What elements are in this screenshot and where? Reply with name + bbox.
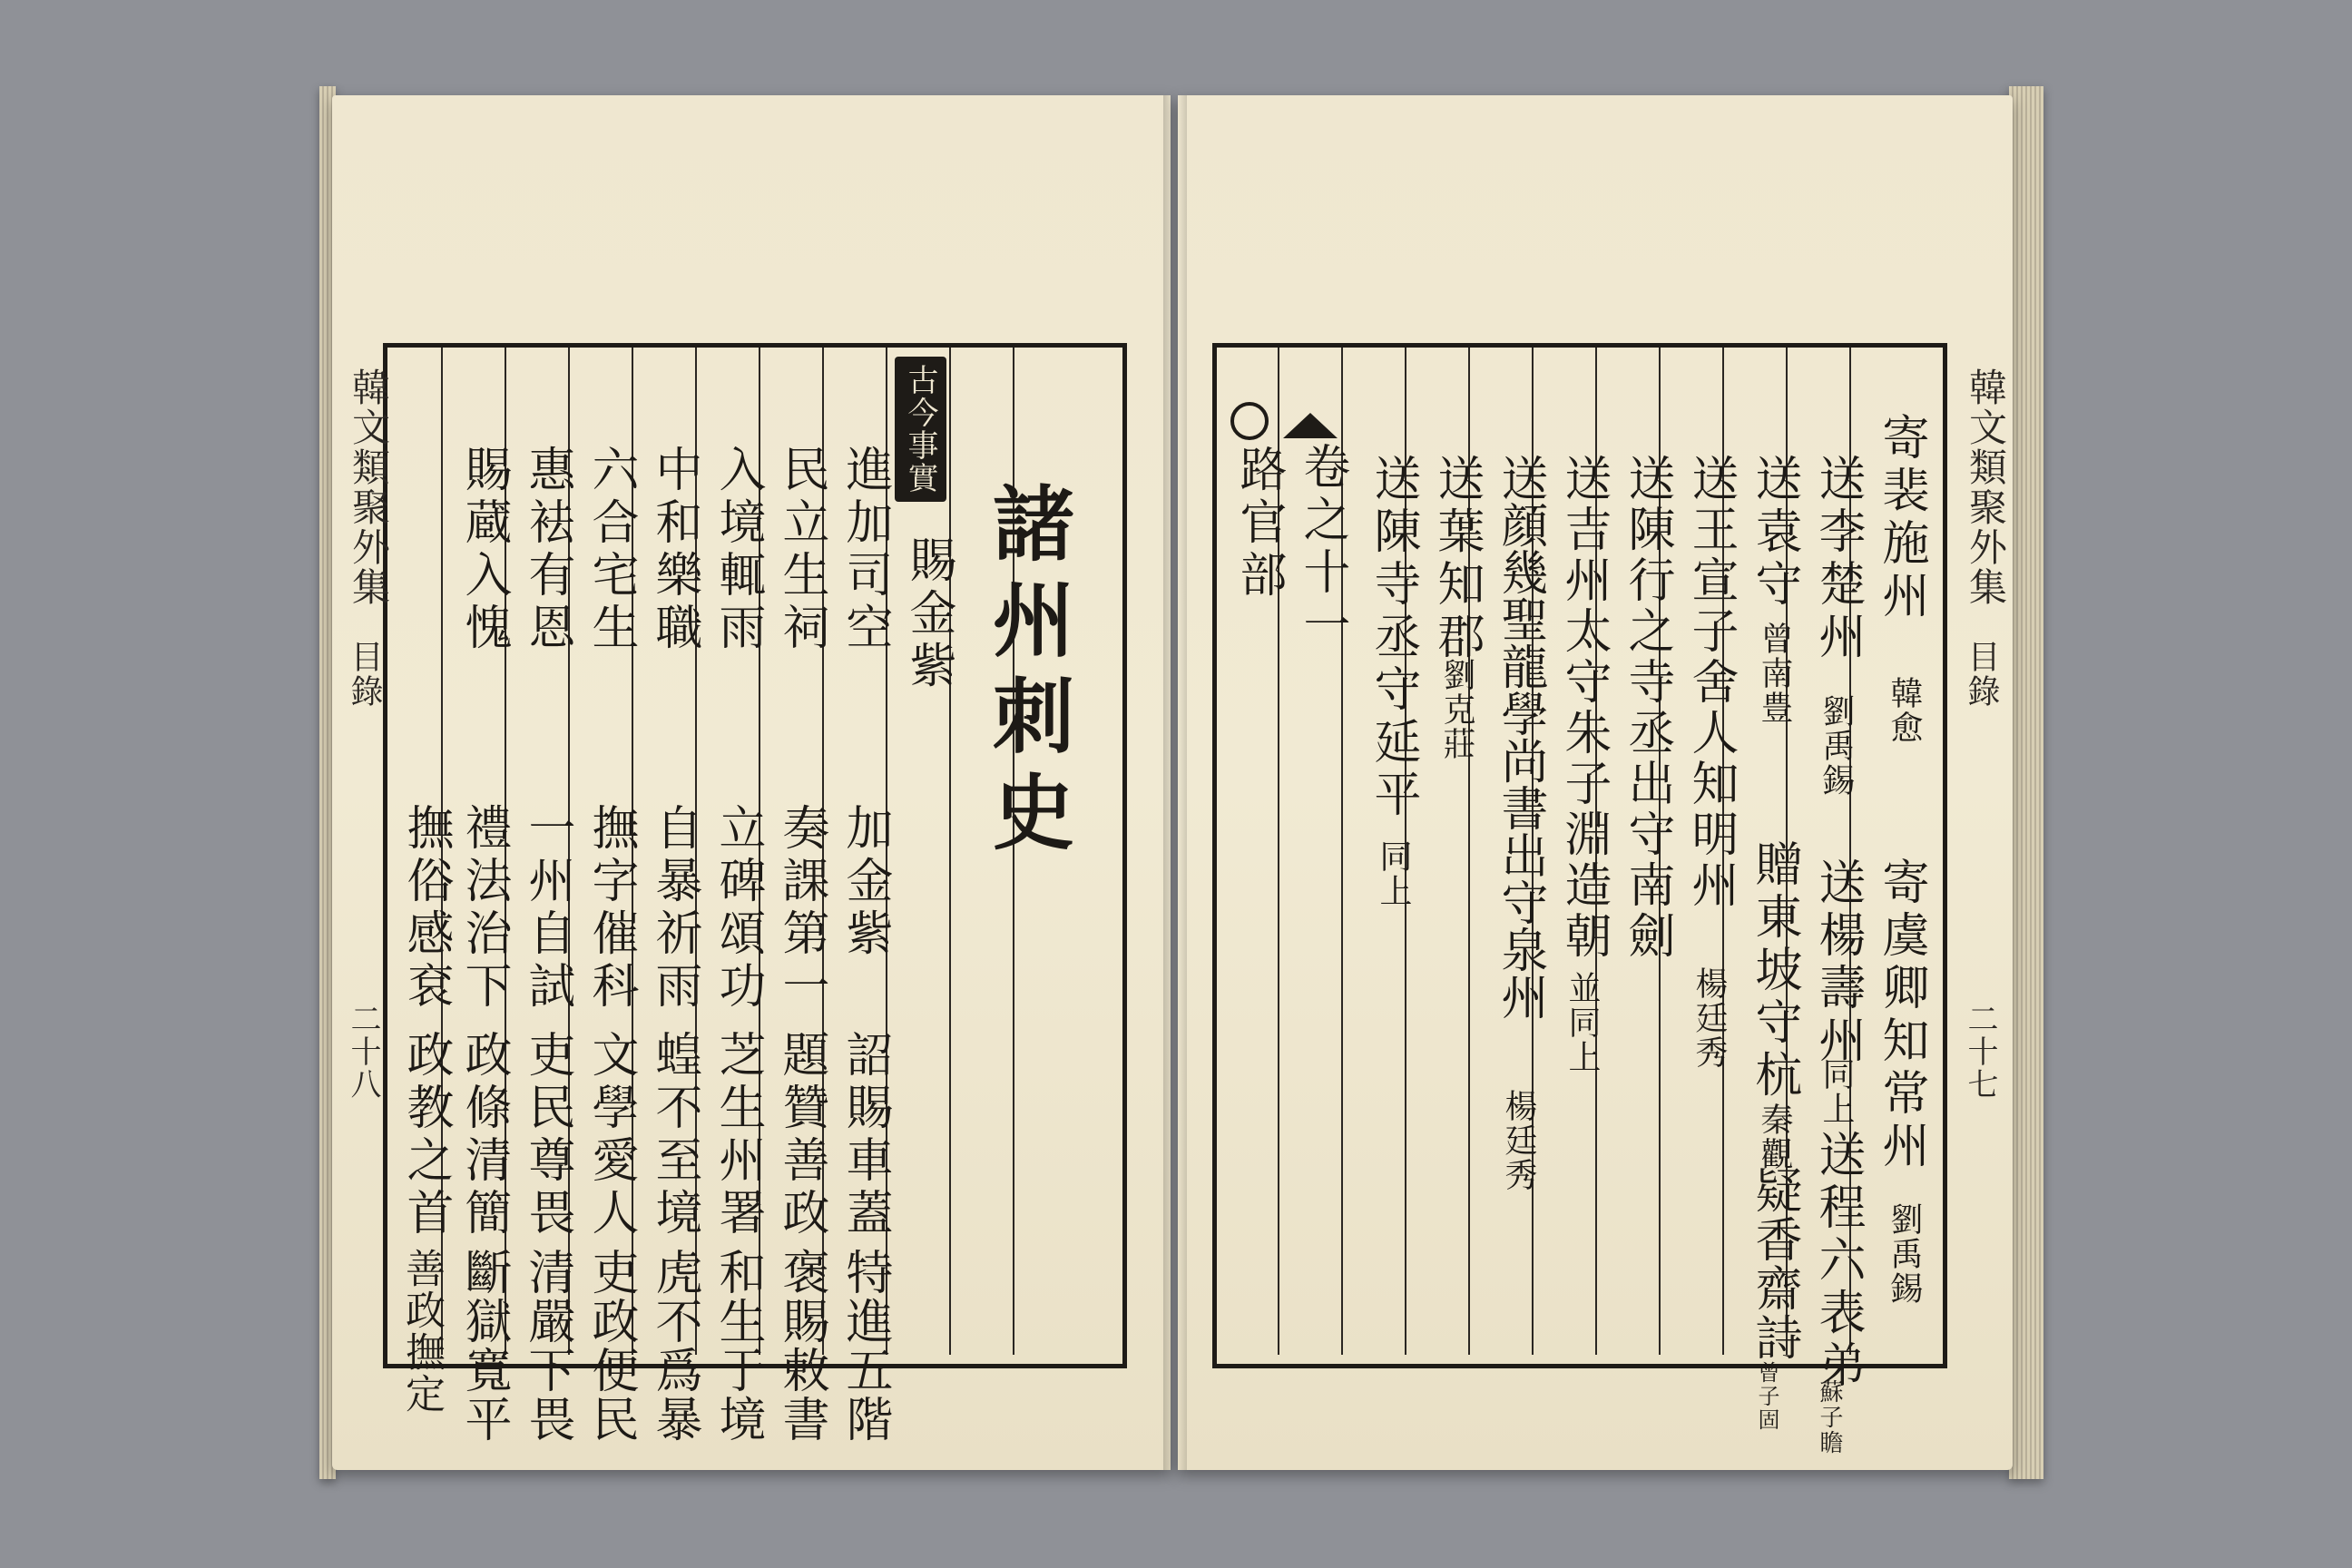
entry-title: 送袁守 [1747, 454, 1801, 612]
entry-title: 寄虞卿知常州 [1874, 858, 1928, 1173]
entry-text: 一州自試 [520, 803, 574, 1014]
section-badge: 古今事實 [895, 357, 946, 502]
entry-title: 寄裴施州 [1874, 413, 1928, 623]
entry-text: 吏政便民 [583, 1248, 638, 1444]
entry-text: 奏課第一 [774, 803, 828, 1014]
entry-text: 蝗不至境 [647, 1030, 701, 1240]
right-margin-title: 韓文類聚外集 [1964, 368, 2008, 607]
entry-text: 和生于境 [710, 1248, 765, 1444]
entry-text: 惠袪有恩 [520, 445, 574, 655]
entry-text: 中和樂職 [647, 445, 701, 655]
entry-author: 秦觀 [1756, 1102, 1793, 1171]
entry-title: 送楊壽州 [1810, 858, 1865, 1068]
entry-text: 文學愛人 [583, 1030, 638, 1240]
entry-text: 吏民尊畏 [520, 1030, 574, 1240]
column-rule [949, 348, 951, 1355]
left-margin-title-sub: 目錄 [346, 640, 383, 709]
entry-title: 疑香齋詩 [1747, 1166, 1801, 1362]
entry-author: 劉禹錫 [1818, 694, 1855, 798]
entry-author: 同上 [1375, 839, 1412, 908]
entry-author: 並同上 [1563, 971, 1601, 1074]
entry-text: 芝生州署 [710, 1030, 765, 1240]
entry-text: 賜蔵入愧 [456, 445, 511, 655]
right-page [1178, 95, 2013, 1470]
entry-text: 六合宅生 [583, 445, 638, 655]
entry-text: 自暴祈雨 [647, 803, 701, 1014]
left-page [332, 95, 1171, 1470]
entry-text: 詔賜車蓋 [838, 1030, 892, 1240]
entry-author: 蘇子瞻 [1816, 1379, 1843, 1455]
entry-title: 送李楚州 [1810, 454, 1865, 664]
entry-title: 贈東坡守杭 [1747, 839, 1801, 1102]
entry-text: 撫字催科 [583, 803, 638, 1014]
entry-author: 曾子固 [1754, 1361, 1779, 1432]
entry-author: 楊廷秀 [1690, 966, 1728, 1070]
entry-title: 送程六表弟 [1810, 1130, 1865, 1393]
entry-text: 虎不爲暴 [647, 1248, 701, 1444]
right-margin-page-number: 二十七 [1962, 1003, 1998, 1101]
entry-author: 曾南豊 [1756, 622, 1793, 725]
entry-text: 清嚴下畏 [520, 1248, 574, 1444]
section-circle-icon [1230, 402, 1269, 440]
entry-author: 劉禹錫 [1886, 1202, 1923, 1306]
book-gutter [1163, 95, 1187, 1470]
entry-author: 劉克莊 [1438, 658, 1475, 761]
entry-text: 斷獄寬平 [456, 1248, 511, 1444]
section-heading: 諸州刺史 [978, 481, 1074, 866]
right-page-edges [2009, 86, 2043, 1479]
volume-marker-icon [1283, 413, 1338, 438]
entry-text: 題贊善政 [774, 1030, 828, 1240]
entry-text: 賜金紫 [901, 535, 956, 693]
entry-text: 禮法治下 [456, 803, 511, 1014]
entry-text: 政教之首 [398, 1030, 453, 1240]
entry-title: 送陳行之寺丞出守南劍 [1620, 454, 1674, 962]
entry-text: 政條清簡 [456, 1030, 511, 1240]
entry-title: 送吉州太守朱子淵造朝 [1556, 454, 1611, 962]
entry-text: 撫俗感袞 [398, 803, 453, 1014]
entry-title: 送陳寺丞守延平 [1366, 454, 1420, 822]
entry-author: 同上 [1818, 1057, 1855, 1126]
volume-label: 卷之十一 [1295, 442, 1349, 652]
entry-title: 送王宣子舍人知明州 [1683, 454, 1738, 911]
entry-author: 韓愈 [1886, 676, 1923, 745]
left-margin-page-number: 二十八 [345, 1003, 381, 1101]
entry-text: 加金紫 [838, 803, 892, 961]
entry-text: 民立生祠 [774, 445, 828, 655]
entry-title: 送葉知郡 [1429, 454, 1484, 664]
entry-text: 立碑頌功 [710, 803, 765, 1014]
right-margin-title-sub: 目錄 [1963, 640, 2000, 709]
entry-title: 送顔幾聖龍學尚書出守泉州 [1493, 454, 1547, 1020]
entry-text: 褒賜敕書 [774, 1248, 828, 1444]
entry-author: 楊廷秀 [1500, 1089, 1537, 1192]
entry-text: 進加司空 [838, 445, 892, 655]
entry-text: 善政撫定 [398, 1248, 445, 1415]
left-margin-title: 韓文類聚外集 [347, 368, 391, 607]
entry-text: 入境輒雨 [710, 445, 765, 655]
book-spread [319, 86, 2043, 1479]
section-label: 路官部 [1231, 445, 1286, 603]
entry-text: 特進五階 [838, 1248, 892, 1444]
